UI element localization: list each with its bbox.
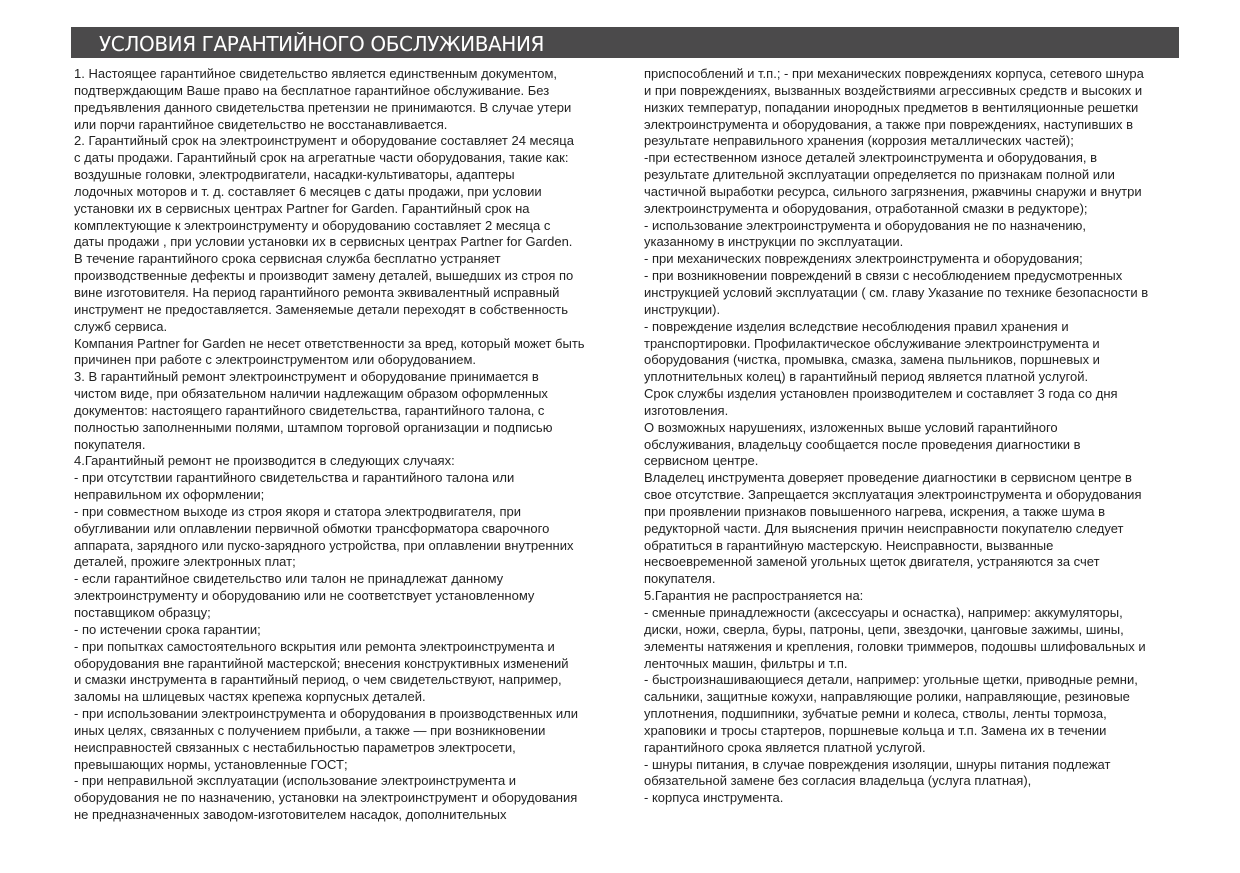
text-line: Срок службы изделия установлен производителем и составляет 3 года со дня: [644, 386, 1118, 402]
text-line: 3. В гарантийный ремонт электроинструмент и оборудование принимается в: [74, 369, 539, 385]
text-line: вине изготовителя. На период гарантийного ремонта эквивалентный исправный: [74, 284, 560, 300]
text-line: уплотнения, подшипники, зубчатые ремни и колеса, стволы, ленты тормоза,: [644, 706, 1107, 722]
page-title: УСЛОВИЯ ГАРАНТИЙНОГО ОБСЛУЖИВАНИЯ: [99, 32, 545, 56]
text-line: обязательной замене без согласия владельца (услуга платная),: [644, 773, 1032, 789]
text-line: -при естественном износе деталей электроинструмента и оборудования, в: [644, 150, 1097, 166]
text-line: предъявления данного свидетельства претензии не принимаются. В случае утери: [74, 99, 572, 115]
text-line: обслуживания, владельцу сообщается после проведения диагностики в: [644, 436, 1081, 452]
text-line: покупателя.: [74, 436, 146, 452]
text-line: 5.Гарантия не распространяется на:: [644, 588, 864, 604]
text-line: электроинструменту и оборудованию или не соответствует установленному: [74, 588, 535, 604]
text-line: деталей, прожиге электронных плат;: [74, 554, 296, 570]
text-line: комплектующие к электроинструменту и оборудованию составляет 2 месяца с: [74, 217, 551, 233]
text-line: гарантийного срока является платной услугой.: [644, 739, 926, 755]
text-line: редукторной части. Для выяснения причин неисправности покупателю следует: [644, 520, 1124, 536]
text-line: неправильном их оформлении;: [74, 487, 265, 503]
text-line: - повреждение изделия вследствие несоблюдения правил хранения и: [644, 318, 1069, 334]
text-line: - по истечении срока гарантии;: [74, 621, 261, 637]
text-line: несвоевременной заменой угольных щеток двигателя, устраняются за счет: [644, 554, 1100, 570]
text-line: - сменные принадлежности (аксессуары и оснастка), например: аккумуляторы,: [644, 605, 1123, 620]
text-line: воздушные головки, электродвигатели, насадки-культиваторы, адаптеры: [74, 167, 515, 183]
text-line: диски, ножи, сверла, буры, патроны, цепи, звездочки, цанговые зажимы, шины,: [644, 621, 1124, 637]
text-line: - при неправильной эксплуатации (использование электроинструмента и: [74, 773, 517, 789]
text-line: результате длительной эксплуатации определяется по признакам полной или: [644, 167, 1115, 183]
text-line: производственные дефекты и производит замену деталей, вышедших из строя по: [74, 268, 574, 284]
text-line: служб сервиса.: [74, 318, 168, 334]
text-line: не предназначенных заводом-изготовителем насадок, дополнительных: [74, 807, 507, 823]
text-line: и при повреждениях, вызванных воздействиями агрессивных средств и высоких и: [644, 82, 1143, 98]
text-column-left: [74, 66, 634, 824]
text-line: при проявлении признаков повышенного нагрева, искрения, а также шума в: [644, 503, 1105, 519]
text-line: Владелец инструмента доверяет проведение диагностики в сервисном центре в: [644, 470, 1132, 486]
text-line: элементы натяжения и крепления, головки триммеров, подошвы шлифовальных и: [644, 638, 1146, 654]
text-line: инструкцией условий эксплуатации ( см. главу Указание по технике безопасности в: [644, 284, 1149, 300]
text-line: оборудования не по назначению, установки на электроинструмент и оборудования: [74, 790, 578, 806]
text-line: 1. Настоящее гарантийное свидетельство является единственным документом,: [74, 66, 558, 81]
text-line: или порчи гарантийное свидетельство не восстанавливается.: [74, 116, 448, 132]
text-line: превышающих нормы, установленные ГОСТ;: [74, 756, 348, 772]
text-line: частичной выработки ресурса, сильного загрязнения, ржавчины снаружи и внутри: [644, 183, 1142, 199]
text-line: Компания Partner for Garden не несет ответственности за вред, который может быть: [74, 335, 585, 351]
text-line: - при использовании электроинструмента и оборудования в производственных или: [74, 706, 579, 722]
text-line: инструмент не предоставляется. Заменяемые детали переходят в собственность: [74, 301, 569, 317]
text-line: причинен при работе с электроинструментом или оборудованием.: [74, 352, 477, 368]
text-line: храповики и тросы стартеров, поршневые кольца и т.п. Замена их в течении: [644, 722, 1107, 738]
text-line: - при попытках самостоятельного вскрытия или ремонта электроинструмента и: [74, 638, 555, 654]
text-line: заломы на шлицевых частях крепежа корпусных деталей.: [74, 689, 426, 705]
text-line: О возможных нарушениях, изложенных выше условий гарантийного: [644, 419, 1058, 435]
text-line: с даты продажи. Гарантийный срок на агрегатные части оборудования, такие как:: [74, 150, 569, 166]
text-line: даты продажи , при условии установки их в сервисных центрах Partner for Garden.: [74, 234, 573, 250]
text-line: - быстроизнашивающиеся детали, например: угольные щетки, приводные ремни,: [644, 672, 1138, 688]
text-line: уплотнительных колец) в гарантийный период является платной услугой.: [644, 369, 1089, 385]
text-line: указанному в инструкции по эксплуатации.: [644, 234, 904, 250]
text-line: - при совместном выходе из строя якоря и статора электродвигателя, при: [74, 503, 522, 519]
text-line: - при возникновении повреждений в связи с несоблюдением предусмотренных: [644, 268, 1123, 284]
text-line: - корпуса инструмента.: [644, 790, 784, 806]
text-line: обратиться в гарантийную мастерскую. Неисправности, вызванные: [644, 537, 1054, 553]
text-line: оборудования (чистка, промывка, смазка, замена пыльников, поршневых и: [644, 352, 1100, 368]
text-line: приспособлений и т.п.; - при механических повреждениях корпуса, сетевого шнура: [644, 66, 1144, 81]
text-line: покупателя.: [644, 571, 716, 587]
text-line: 4.Гарантийный ремонт не производится в следующих случаях:: [74, 453, 455, 469]
text-line: транспортировки. Профилактическое обслуживание электроинструмента и: [644, 335, 1100, 351]
text-line: иных целях, связанных с получением прибыли, а также — при возникновении: [74, 722, 546, 738]
text-line: инструкции).: [644, 301, 721, 317]
text-line: результате неправильного хранения (коррозия металлических частей);: [644, 133, 1074, 149]
text-line: - при отсутствии гарантийного свидетельства и гарантийного талона или: [74, 470, 515, 486]
text-line: - при механических повреждениях электроинструмента и оборудования;: [644, 251, 1083, 267]
text-line: аппарата, зарядного или пуско-зарядного устройства, при оплавлении внутренних: [74, 537, 574, 553]
text-line: электроинструмента и оборудования, а также при повреждениях, наступивших в: [644, 116, 1134, 132]
text-line: чистом виде, при обязательном наличии надлежащим образом оформленных: [74, 386, 548, 402]
text-line: установки их в сервисных центрах Partner for Garden. Гарантийный срок на: [74, 200, 530, 216]
text-line: изготовления.: [644, 402, 729, 418]
text-line: ленточных машин, фильтры и т.п.: [644, 655, 848, 671]
text-line: оборудования вне гарантийной мастерской; внесения конструктивных изменений: [74, 655, 569, 671]
text-line: В течение гарантийного срока сервисная служба бесплатно устраняет: [74, 251, 501, 267]
text-line: низких температур, попадании инородных предметов в вентиляционные решетки: [644, 99, 1139, 115]
text-line: полностью заполненными полями, штампом торговой организации и подписью: [74, 419, 553, 435]
text-line: сервисном центре.: [644, 453, 759, 469]
text-line: - если гарантийное свидетельство или талон не принадлежат данному: [74, 571, 504, 587]
text-line: сальники, защитные кожухи, направляющие ролики, направляющие, резиновые: [644, 689, 1130, 705]
title-bar: [71, 27, 1179, 58]
text-line: лодочных моторов и т. д. составляет 6 месяцев с даты продажи, при условии: [74, 183, 542, 199]
text-line: 2. Гарантийный срок на электроинструмент и оборудование составляет 24 месяца: [74, 133, 574, 149]
text-line: подтверждающим Ваше право на бесплатное гарантийное обслуживание. Без: [74, 82, 550, 98]
text-line: документов: настоящего гарантийного свидетельства, гарантийного талона, с: [74, 402, 545, 418]
text-line: и смазки инструмента в гарантийный период, о чем свидетельствуют, например,: [74, 672, 562, 688]
text-line: неисправностей связанных с нестабильностью параметров электросети,: [74, 739, 516, 755]
text-line: свое отсутствие. Запрещается эксплуатация электроинструмента и оборудования: [644, 487, 1142, 503]
text-column-right: [644, 66, 1204, 807]
text-line: обугливании или оплавлении первичной обмотки трансформатора сварочного: [74, 520, 550, 536]
text-line: электроинструмента и оборудования, отработанной смазки в редукторе);: [644, 200, 1088, 216]
text-line: - использование электроинструмента и оборудования не по назначению,: [644, 217, 1086, 233]
text-line: поставщиком образцу;: [74, 605, 211, 620]
text-line: - шнуры питания, в случае повреждения изоляции, шнуры питания подлежат: [644, 756, 1111, 772]
